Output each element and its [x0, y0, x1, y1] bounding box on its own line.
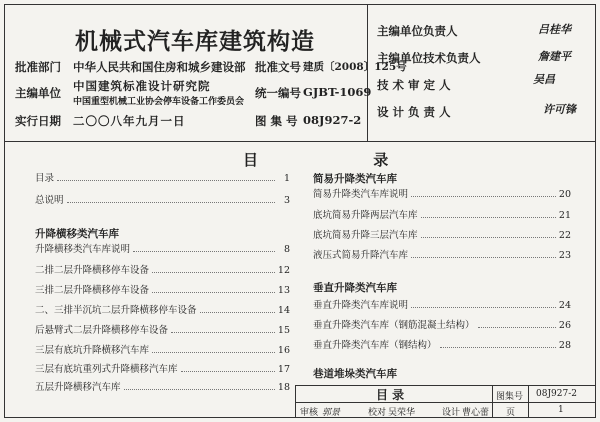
- atlas-label: 图 集 号: [255, 114, 298, 128]
- toc-item-page: 16: [277, 345, 290, 356]
- code: GJBT-1069: [303, 85, 372, 99]
- design-label: 设计: [442, 408, 461, 418]
- approval-doc-label: 批准文号: [255, 60, 301, 74]
- leader-dots: [181, 371, 275, 372]
- toc-item-text: 后悬臂式二层升降横移停车设备: [35, 325, 169, 336]
- toc-item-text: 二排二层升降横移停车设备: [35, 265, 150, 276]
- toc-item[interactable]: [35, 379, 290, 393]
- design-signature: 曹心蕾: [462, 408, 490, 418]
- toc-section-title: 巷道堆垛类汽车库: [313, 368, 397, 380]
- toc-item-page: 14: [277, 305, 290, 316]
- toc-item[interactable]: [35, 282, 290, 296]
- title-block: [295, 385, 596, 418]
- title-block-atlas-label: 图集号: [496, 392, 524, 402]
- page-title: 机械式汽车库建筑构造: [75, 28, 315, 55]
- leader-dots: [440, 347, 556, 348]
- review-label: 审核: [300, 408, 319, 418]
- toc-item-text: 底坑简易升降三层汽车库: [313, 230, 418, 241]
- toc-item[interactable]: [313, 227, 571, 241]
- leader-dots: [411, 196, 556, 197]
- toc-item[interactable]: [313, 186, 571, 200]
- toc-item-text: 垂直升降类汽车库（钢筋混凝土结构）: [313, 320, 475, 331]
- toc-item[interactable]: [35, 302, 290, 316]
- toc-item-page: 13: [277, 285, 290, 296]
- date: 二〇〇八年九月一日: [73, 114, 186, 128]
- leader-dots: [421, 237, 556, 238]
- toc-item-page: 22: [558, 230, 571, 241]
- leader-dots: [133, 251, 275, 252]
- toc-section-title: 升降横移类汽车库: [35, 228, 119, 240]
- toc-item-text: 垂直升降类汽车库说明: [313, 300, 409, 311]
- toc-item-text: 升降横移类汽车库说明: [35, 244, 131, 255]
- leader-dots: [67, 202, 275, 203]
- toc-item-page: 12: [277, 265, 290, 276]
- toc-item-text: 三层有底坑升降横移汽车库: [35, 345, 150, 356]
- toc-item-text: 液压式简易升降汽车库: [313, 250, 409, 261]
- drawing-sheet: [4, 4, 596, 418]
- toc-item[interactable]: [313, 247, 571, 261]
- toc-item-page: 21: [558, 210, 571, 221]
- toc-item-page: 15: [277, 325, 290, 336]
- toc-item-page: 24: [558, 300, 571, 311]
- header-divider: [5, 141, 595, 142]
- title-block-divider: [296, 402, 596, 403]
- toc-item-text: 三层有底坑重列式升降横移汽车库: [35, 364, 178, 375]
- toc-item[interactable]: [35, 192, 290, 206]
- toc-item-page: 28: [558, 340, 571, 351]
- role-label: 设 计 负 责 人: [377, 105, 451, 119]
- toc-item-text: 总说明: [35, 195, 64, 206]
- toc-section-title: 垂直升降类汽车库: [313, 282, 397, 294]
- toc-item[interactable]: [35, 262, 290, 276]
- toc-item-page: 8: [283, 244, 290, 255]
- approval-dept: 中华人民共和国住房和城乡建设部: [73, 60, 246, 74]
- title-block-divider: [492, 386, 493, 418]
- approval-dept-label: 批准部门: [15, 60, 61, 74]
- leader-dots: [411, 257, 556, 258]
- toc-item[interactable]: [35, 322, 290, 336]
- date-label: 实行日期: [15, 114, 61, 128]
- signature-name: 詹建平: [538, 50, 571, 63]
- toc-heading: 目 录: [243, 151, 444, 169]
- toc-item-page: 1: [283, 173, 290, 184]
- toc-item-text: 五层升降横移汽车库: [35, 382, 121, 393]
- signature-name: 许可锋: [543, 103, 576, 116]
- leader-dots: [124, 389, 275, 390]
- toc-item[interactable]: [35, 241, 290, 255]
- leader-dots: [421, 217, 556, 218]
- toc-item[interactable]: [313, 297, 571, 311]
- leader-dots: [152, 292, 275, 293]
- leader-dots: [200, 312, 275, 313]
- title-block-divider: [528, 386, 529, 418]
- toc-item-text: 二、三排半沉坑二层升降横移停车设备: [35, 305, 197, 316]
- leader-dots: [57, 180, 275, 181]
- toc-item[interactable]: [35, 361, 290, 375]
- role-label: 技 术 审 定 人: [377, 78, 451, 92]
- toc-item-text: 简易升降类汽车库说明: [313, 189, 409, 200]
- editor-label: 主编单位: [15, 86, 61, 100]
- signature-name: 吴昌: [533, 73, 555, 86]
- editor-line1: 中国建筑标准设计研究院: [73, 79, 211, 93]
- toc-item-text: 垂直升降类汽车库（钢结构）: [313, 340, 437, 351]
- leader-dots: [478, 327, 556, 328]
- atlas-number: 08J927-2: [303, 113, 362, 127]
- signature-name: 吕桂华: [538, 23, 571, 36]
- toc-item-text: 底坑简易升降两层汽车库: [313, 210, 418, 221]
- toc-item-text: 目录: [35, 173, 55, 184]
- toc-item-page: 23: [558, 250, 571, 261]
- toc-item[interactable]: [313, 207, 571, 221]
- check-signature: 吴荣华: [388, 408, 416, 418]
- title-block-title: 目 录: [376, 388, 405, 402]
- toc-item-page: 18: [277, 382, 290, 393]
- toc-section-title: 简易升降类汽车库: [313, 173, 397, 185]
- leader-dots: [171, 332, 275, 333]
- leader-dots: [411, 307, 556, 308]
- editor-line2: 中国重型机械工业协会停车设备工作委员会: [73, 97, 245, 107]
- check-label: 校对: [368, 408, 387, 418]
- toc-item-page: 3: [283, 195, 290, 206]
- toc-item[interactable]: [313, 317, 571, 331]
- role-label: 主编单位负责人: [377, 24, 458, 38]
- toc-item[interactable]: [35, 342, 290, 356]
- toc-item[interactable]: [35, 170, 290, 184]
- toc-item-text: 三排二层升降横移停车设备: [35, 285, 150, 296]
- review-signature: 郭景: [322, 408, 341, 418]
- code-label: 统一编号: [255, 86, 301, 100]
- leader-dots: [152, 352, 275, 353]
- leader-dots: [152, 272, 275, 273]
- page-number: 1: [558, 405, 564, 415]
- toc-item-page: 26: [558, 320, 571, 331]
- title-block-atlas: 08J927-2: [536, 389, 578, 399]
- page-label: 页: [506, 408, 516, 418]
- toc-item-page: 17: [277, 364, 290, 375]
- toc-item[interactable]: [313, 337, 571, 351]
- approval-doc: 建质〔2008〕125号: [303, 61, 407, 73]
- toc-item-page: 20: [558, 189, 571, 200]
- role-label: 主编单位技术负责人: [377, 51, 481, 65]
